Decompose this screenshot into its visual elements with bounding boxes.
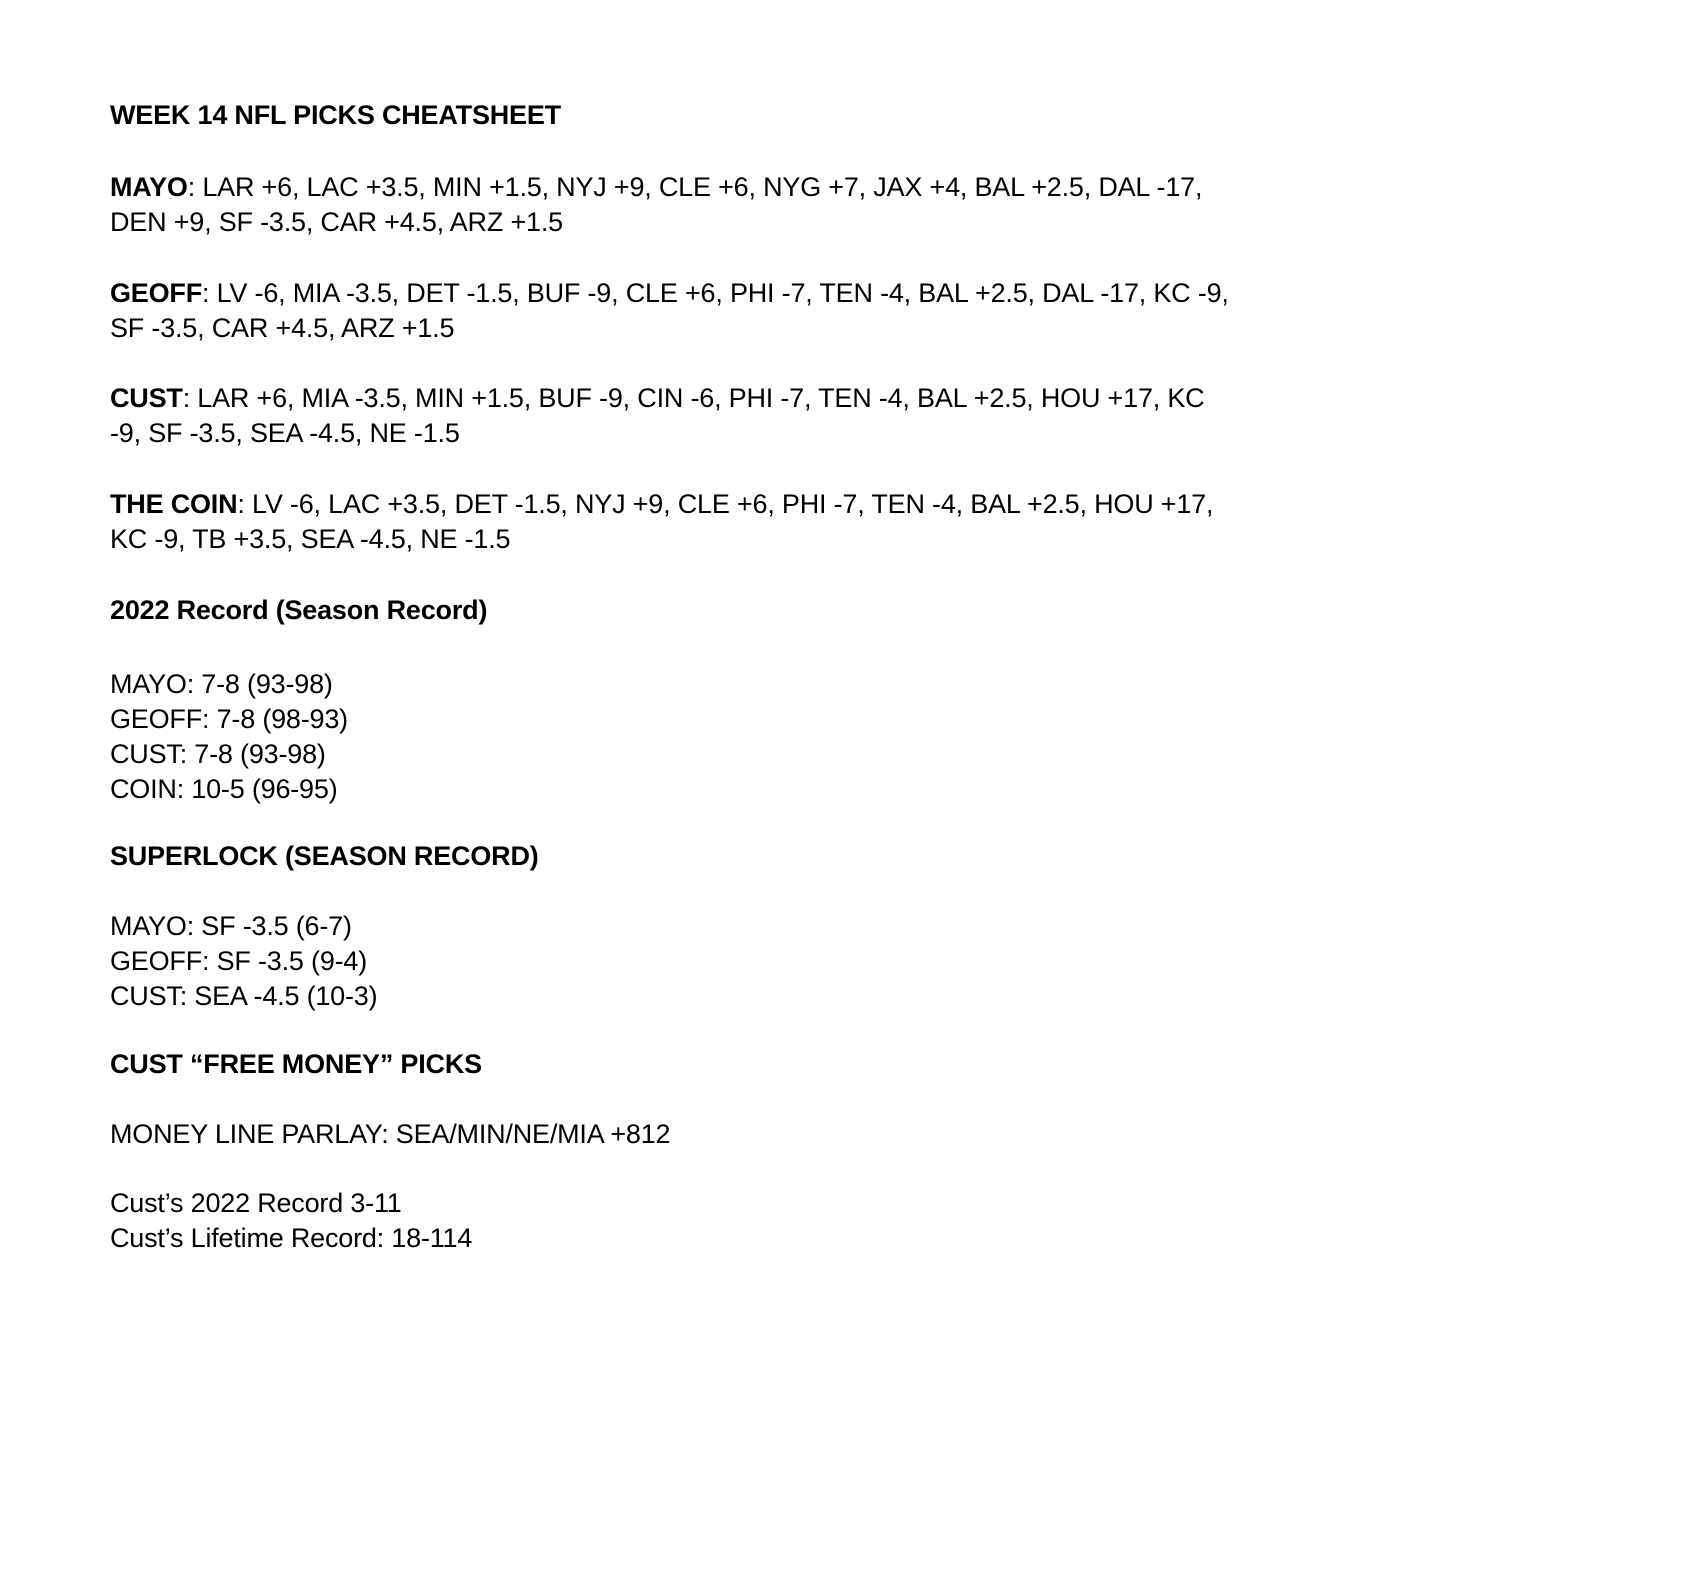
page-title	[110, 98, 561, 133]
superlock-heading	[110, 839, 539, 874]
picker-name: CUST	[110, 383, 183, 413]
superlock-item: MAYO: SF -3.5 (6-7)	[110, 911, 352, 941]
superlock-item: CUST: SEA -4.5 (10-3)	[110, 981, 378, 1011]
heading-text: 2022 Record (Season Record)	[110, 595, 488, 625]
heading-text: SUPERLOCK (SEASON RECORD)	[110, 841, 539, 871]
parlay-text	[110, 1117, 670, 1152]
picks-coin	[110, 487, 1213, 557]
record-heading	[110, 593, 487, 628]
title-text: WEEK 14 NFL PICKS CHEATSHEET	[110, 100, 561, 130]
heading-text: CUST “FREE MONEY” PICKS	[110, 1049, 482, 1079]
record-item: CUST: 7-8 (93-98)	[110, 739, 326, 769]
cust-record-item: Cust’s 2022 Record 3-11	[110, 1188, 402, 1218]
superlock-item: GEOFF: SF -3.5 (9-4)	[110, 946, 368, 976]
cust-records	[110, 1186, 472, 1256]
picks-line: : LV -6, LAC +3.5, DET -1.5, NYJ +9, CLE +6, PHI -7, TEN -4, BAL +2.5, HOU +17,	[237, 489, 1214, 519]
record-item: MAYO: 7-8 (93-98)	[110, 669, 333, 699]
superlock-list	[110, 909, 377, 1014]
picker-name: MAYO	[110, 172, 188, 202]
parlay-line: MONEY LINE PARLAY: SEA/MIN/NE/MIA +812	[110, 1119, 671, 1149]
record-item: COIN: 10-5 (96-95)	[110, 774, 338, 804]
records-list	[110, 667, 348, 807]
picks-line: : LAR +6, MIA -3.5, MIN +1.5, BUF -9, CIN -6, PHI -7, TEN -4, BAL +2.5, HOU +17, KC	[182, 383, 1205, 413]
picks-line: -9, SF -3.5, SEA -4.5, NE -1.5	[110, 418, 460, 448]
picker-name: GEOFF	[110, 278, 202, 308]
record-item: GEOFF: 7-8 (98-93)	[110, 704, 348, 734]
picks-line: DEN +9, SF -3.5, CAR +4.5, ARZ +1.5	[110, 207, 563, 237]
picks-cust	[110, 381, 1204, 451]
picker-name: THE COIN	[110, 489, 238, 519]
picks-mayo	[110, 170, 1202, 240]
picks-geoff	[110, 276, 1229, 346]
picks-line: SF -3.5, CAR +4.5, ARZ +1.5	[110, 313, 455, 343]
picks-line: : LAR +6, LAC +3.5, MIN +1.5, NYJ +9, CLE +6, NYG +7, JAX +4, BAL +2.5, DAL -17,	[187, 172, 1203, 202]
cust-record-item: Cust’s Lifetime Record: 18-114	[110, 1223, 473, 1253]
picks-line: : LV -6, MIA -3.5, DET -1.5, BUF -9, CLE +6, PHI -7, TEN -4, BAL +2.5, DAL -17, KC -9,	[202, 278, 1229, 308]
free-money-heading	[110, 1047, 482, 1082]
picks-line: KC -9, TB +3.5, SEA -4.5, NE -1.5	[110, 524, 511, 554]
